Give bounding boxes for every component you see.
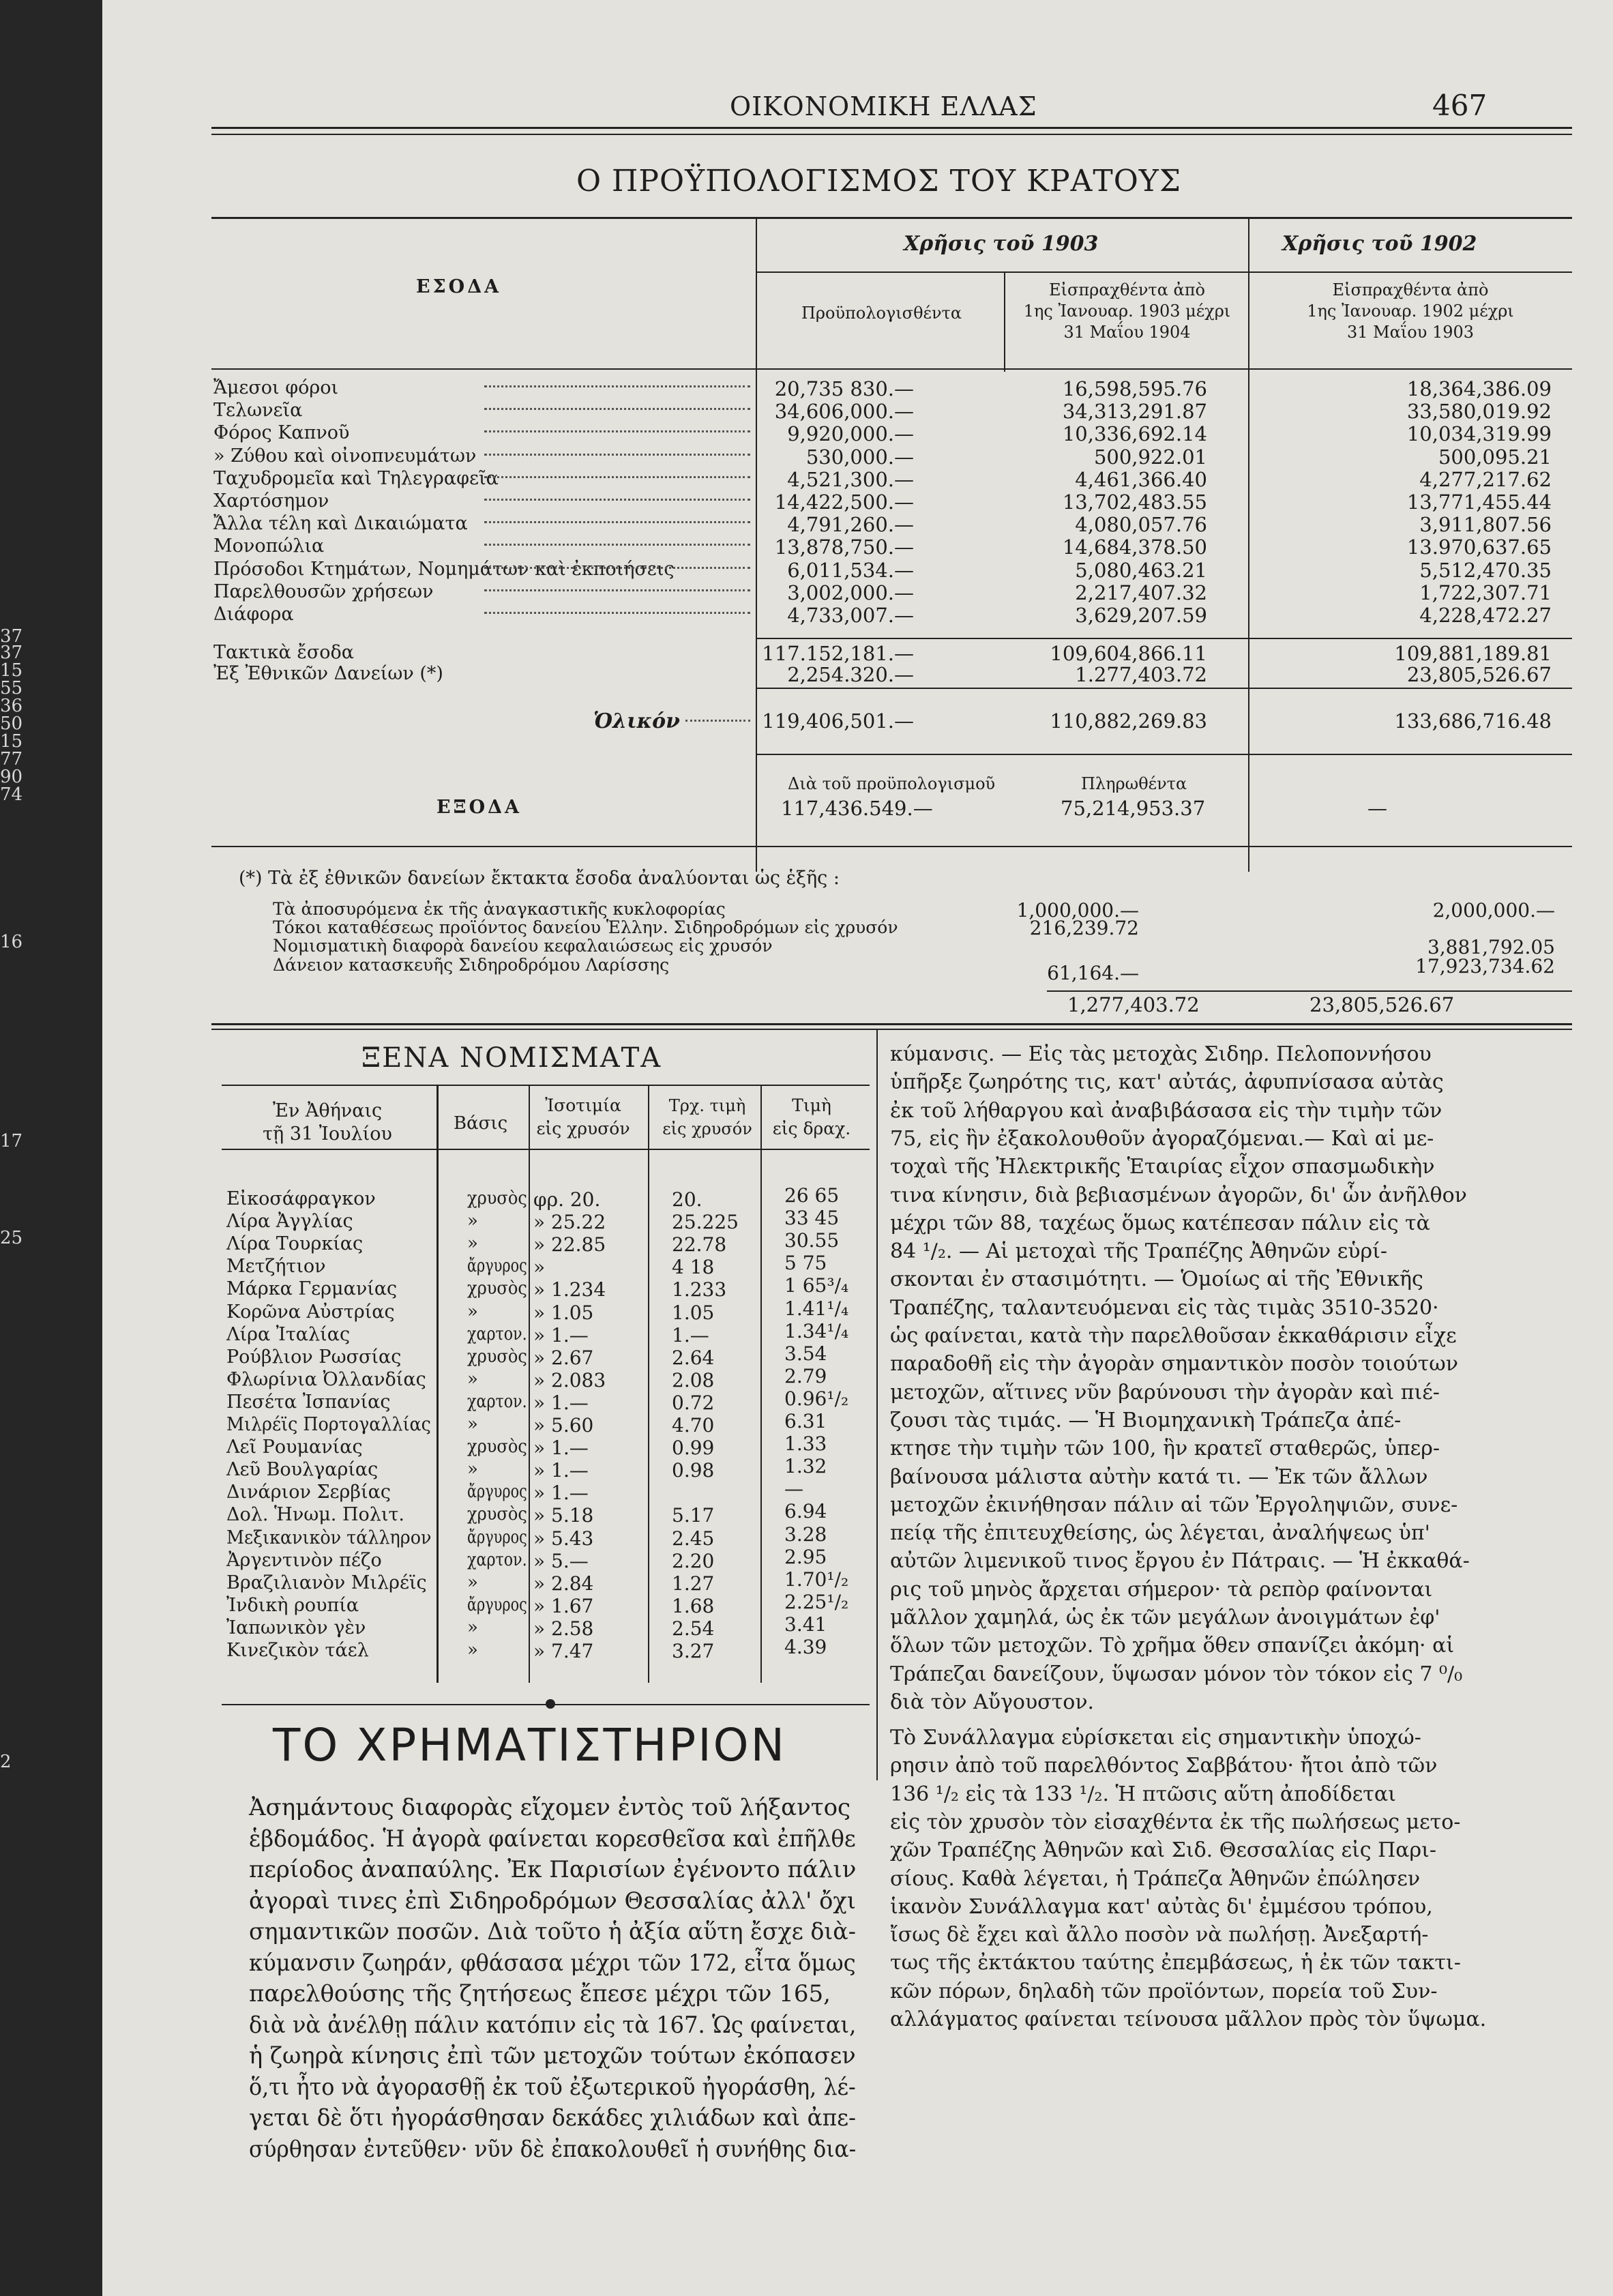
currency-current: 1.233 <box>672 1278 727 1301</box>
currency-parity: » 1.234 <box>533 1278 606 1301</box>
currency-name: Λίρα Τουρκίας <box>226 1233 364 1255</box>
currency-price: 33 45 <box>784 1207 840 1230</box>
currency-name: Δολ. Ἡνωμ. Πολιτ. <box>226 1504 404 1526</box>
currency-parity: » 5.18 <box>533 1504 594 1527</box>
exchange-text-line: εἰς τὸν χρυσὸν τὸν εἰσαχθέντα ἐκ τῆς πωλήσεως μετο- <box>890 1810 1461 1834</box>
budget-row-label: Χαρτόσημον <box>213 490 329 512</box>
cur-col-divider <box>529 1086 530 1683</box>
currency-current: 0.72 <box>672 1391 715 1414</box>
budget-row-label: Ἄλλα τέλη καὶ Δικαιώματα <box>213 513 468 535</box>
currency-price: 2.25¹/₂ <box>784 1590 849 1613</box>
budget-row-collected-1903: 500,922.01 <box>1093 445 1207 469</box>
currency-price: 30.55 <box>784 1229 840 1252</box>
currency-basis: » <box>467 1301 478 1322</box>
currency-name: Μιλρέϊς Πορτογαλλίας <box>226 1414 431 1435</box>
budget-ordinary-collected-1902: 109,881,189.81 <box>1394 642 1552 665</box>
currency-parity: » 5.60 <box>533 1414 594 1437</box>
footnote-value-1902: 2,000,000.— <box>1432 899 1555 922</box>
currency-parity: » 2.67 <box>533 1346 594 1369</box>
currency-name: Κινεζικὸν τάελ <box>226 1640 369 1661</box>
currency-current: 2.45 <box>672 1527 715 1550</box>
budget-ordinary-collected-1903: 109,604,866.11 <box>1050 642 1207 665</box>
margin-number: 2 <box>0 1752 12 1772</box>
budget-row-collected-1903: 3,629,207.59 <box>1075 604 1207 627</box>
currency-price: 0.96¹/₂ <box>784 1387 849 1410</box>
currency-name: Λίρα Ἰταλίας <box>226 1323 351 1345</box>
currency-current: 1.— <box>672 1323 709 1346</box>
footnote-total-1903: 1,277,403.72 <box>1067 993 1200 1016</box>
currency-basis: χρυσὸς <box>467 1437 527 1458</box>
currency-price: 6.94 <box>784 1500 827 1523</box>
budget-row-collected-1902: 10,034,319.99 <box>1406 422 1552 446</box>
header-rule-2 <box>211 134 1572 135</box>
currency-price: 3.54 <box>784 1342 827 1365</box>
budget-row-label: Ταχυδρομεῖα καὶ Τηλεγραφεῖα <box>213 467 499 489</box>
exchange-text-line: διὰ νὰ ἀνέλθῃ πάλιν κατόπιν εἰς τὰ 167. Ὡς φαίνεται, <box>249 2011 857 2039</box>
budget-row-collected-1902: 3,911,807.56 <box>1419 513 1552 537</box>
exchange-text-line: μετοχῶν, αἵτινες νῦν βαρύνουσι τὴν ἀγορὰν καὶ πιέ- <box>890 1380 1440 1404</box>
exchange-text-line: ζουσι τὰς τιμάς. — Ἡ Βιομηχανικὴ Τράπεζα ἀπέ- <box>890 1408 1402 1432</box>
exchange-text-line: Τράπεζαι δανείζουν, ὕψωσαν μόνον τὸν τόκον εἰς 7 ⁰/₀ <box>890 1662 1463 1686</box>
document-page <box>102 0 1613 2296</box>
currency-parity: » 2.58 <box>533 1617 594 1640</box>
currency-basis: » <box>467 1640 478 1660</box>
margin-number: 90 <box>0 767 23 787</box>
currency-basis: » <box>467 1233 478 1254</box>
currency-parity: » 1.05 <box>533 1301 594 1324</box>
currency-price: 2.95 <box>784 1545 827 1568</box>
currency-basis: ἄργυρος <box>467 1527 527 1548</box>
exchange-text-line: 84 ¹/₂. — Αἱ μετοχαὶ τῆς Τραπέζης Ἀθηνῶν εὑρί- <box>890 1239 1388 1264</box>
budget-total-collected-1902: 133,686,716.48 <box>1394 709 1552 733</box>
budget-row-budgeted: 9,920,000.— <box>787 422 914 446</box>
currency-price: 1.33 <box>784 1432 827 1456</box>
budget-row-collected-1902: 5,512,470.35 <box>1419 558 1552 582</box>
footnote-value-1902: 3,881,792.05 <box>1427 936 1555 958</box>
currency-parity: » 1.— <box>533 1391 589 1414</box>
leader-dots <box>484 499 750 501</box>
cur-head-current: Τρχ. τιμὴ εἰς χρυσόν <box>662 1096 752 1138</box>
exchange-text-line: κύμανσις. — Εἰς τὰς μετοχὰς Σιδηρ. Πελοποννήσου <box>890 1042 1432 1066</box>
total-rule-bottom <box>756 754 1572 755</box>
page-number: 467 <box>1432 89 1488 122</box>
currency-basis: χρυσὸς <box>467 1504 527 1525</box>
budget-row-collected-1903: 10,336,692.14 <box>1062 422 1207 446</box>
budget-row-collected-1902: 13.970,637.65 <box>1406 535 1552 559</box>
cur-head-basis: Βάσις <box>454 1113 508 1134</box>
budget-row-budgeted: 3,002,000.— <box>787 580 914 604</box>
total-rule <box>756 688 1572 689</box>
leader-dots <box>484 476 750 478</box>
currency-header-top <box>222 1085 870 1086</box>
exchange-text-line: ὅλων τῶν μετοχῶν. Τὸ χρῆμα ὅθεν σπανίζει ἀκόμη· αἱ <box>890 1634 1455 1658</box>
currency-name: Λεῦ Βουλγαρίας <box>226 1459 379 1481</box>
footnote-total-1902: 23,805,526.67 <box>1309 993 1455 1016</box>
exoda-1902: — <box>1367 797 1387 820</box>
budget-row-collected-1903: 16,598,595.76 <box>1062 377 1207 400</box>
currencies-title: ΞΕΝΑ ΝΟΜΙΣΜΑΤΑ <box>361 1042 662 1074</box>
leader-dots <box>484 454 750 456</box>
footnote-value-1903: 216,239.72 <box>1029 917 1139 939</box>
year-1902-header: Χρῆσις τοῦ 1902 <box>1282 232 1477 256</box>
exchange-text-line: 75, εἰς ἣν ἐξακολουθοῦν ἀγοραζόμεναι.— Καὶ αἱ με- <box>890 1126 1434 1151</box>
exoda-label: ΕΞΟΔΑ <box>436 797 522 818</box>
budget-row-budgeted: 530,000.— <box>805 445 914 469</box>
currency-current: 1.68 <box>672 1594 715 1617</box>
scanner-edge <box>0 0 102 2296</box>
budget-row-budgeted: 13,878,750.— <box>774 535 914 559</box>
exchange-text-line: τινα κίνησιν, διὰ βεβιασμένων ἀγορῶν, δι' ὧν ἀνῆλθον <box>890 1183 1467 1207</box>
footnote-label: Τόκοι καταθέσεως προϊόντος δανείου Ἑλλην. Σιδηροδρόμων εἰς χρυσόν <box>273 917 898 937</box>
exchange-text-line: ὅ,τι ἦτο νὰ ἀγορασθῇ ἐκ τοῦ ἐξωτερικοῦ ἠγοράσθη, λέ- <box>249 2073 856 2101</box>
currency-name: Μετζήτιον <box>226 1256 326 1278</box>
margin-number: 36 <box>0 696 23 716</box>
exchange-text-line: χῶν Τραπέζης Ἀθηνῶν καὶ Σιδ. Θεσσαλίας εἰς Παρι- <box>890 1838 1437 1863</box>
budget-ordinary-budgeted: 117.152,181.— <box>762 642 914 665</box>
budget-ordinary-label: Τακτικὰ ἔσοδα <box>213 642 354 663</box>
exchange-text-line: τως τῆς ἐκτάκτου ταύτης ἐπεμβάσεως, ἡ ἐκ τῶν τακτι- <box>890 1951 1461 1975</box>
exchange-text-line: περίοδος ἀναπαύλης. Ἐκ Παρισίων ἐγένοντο πάλιν <box>249 1856 857 1883</box>
leader-dots <box>484 612 750 614</box>
currency-name: Ἰνδικὴ ρουπία <box>226 1594 359 1616</box>
currency-parity: » 5.43 <box>533 1527 594 1550</box>
exchange-text-line: βαίνουσα μάλιστα αὐτὴν κατά τι. — Ἐκ τῶν ἄλλων <box>890 1465 1428 1489</box>
exchange-text-line: διὰ τὸν Αὔγουστον. <box>890 1690 1095 1714</box>
currency-current: 2.54 <box>672 1617 715 1640</box>
footnote-label: Νομισματικὴ διαφορὰ δανείου κεφαλαιώσεως εἰς χρυσόν <box>273 936 773 956</box>
footnote-label: Δάνειον κατασκευῆς Σιδηροδρόμου Λαρίσσης <box>273 955 670 975</box>
footnote-value-1903: 61,164.— <box>1047 962 1139 984</box>
cur-head-parity: Ἰσοτιμία εἰς χρυσόν <box>536 1095 630 1138</box>
currency-price: 1 65³/₄ <box>784 1274 849 1297</box>
currency-parity: » <box>533 1256 546 1279</box>
cur-col-divider <box>648 1086 649 1683</box>
budget-row-collected-1902: 4,228,472.27 <box>1419 604 1552 627</box>
currency-parity: » 1.67 <box>533 1594 594 1617</box>
budget-row-label: Ἄμεσοι φόροι <box>213 377 339 398</box>
budget-row-collected-1903: 4,461,366.40 <box>1075 467 1207 491</box>
currency-current: 4 18 <box>672 1256 715 1279</box>
exchange-text-line: ὡς φαίνεται, κατὰ τὴν παρελθοῦσαν ἑκκαθάρισιν εἶχε <box>890 1324 1457 1348</box>
section-rule-2 <box>211 1029 1572 1030</box>
col-budgeted: Προϋπολογισθέντα <box>801 304 962 323</box>
exchange-text-line: μέχρι τῶν 88, ταχέως ὅμως κατέπεσαν πάλιν εἰς τὰ <box>890 1211 1430 1235</box>
footnote-label: Τὰ ἀποσυρόμενα ἐκ τῆς ἀναγκαστικῆς κυκλοφορίας <box>273 899 726 919</box>
budget-col-divider <box>1248 217 1249 872</box>
currency-basis: » <box>467 1617 478 1638</box>
margin-number: 25 <box>0 1228 23 1248</box>
margin-number: 15 <box>0 660 23 681</box>
leader-dots <box>484 544 750 546</box>
exchange-text-line: σημαντικῶν ποσῶν. Διὰ τοῦτο ἡ ἀξία αὕτη ἔσχε διὰ- <box>249 1918 856 1945</box>
budget-row-budgeted: 4,521,300.— <box>787 467 914 491</box>
budget-total-label: Ὁλικόν <box>593 709 680 733</box>
currency-price: 4.39 <box>784 1636 827 1658</box>
header-rule <box>211 127 1572 129</box>
currency-name: Εἰκοσάφραγκον <box>226 1188 376 1209</box>
exchange-text-line: σκονται ἐν στασιμότητι. — Ὁμοίως αἱ τῆς Ἐθνικῆς <box>890 1267 1423 1292</box>
currency-parity: » 1.— <box>533 1482 589 1505</box>
year-rule <box>756 271 1572 273</box>
margin-number: 55 <box>0 678 23 698</box>
currency-basis: ἄργυρος <box>467 1594 527 1615</box>
budget-row-budgeted: 4,733,007.— <box>787 604 914 627</box>
currency-basis: χαρτον. <box>467 1549 527 1570</box>
exchange-text-line: παραδοθῆ εἰς τὴν ἀγορὰν σημαντικὸν ποσὸν τοιούτων <box>890 1352 1458 1377</box>
currency-price: — <box>784 1477 803 1501</box>
currency-price: 2.79 <box>784 1364 827 1387</box>
budget-title: Ο ΠΡΟΫΠΟΛΟΓΙΣΜΟΣ ΤΟΥ ΚΡΑΤΟΥΣ <box>576 164 1181 198</box>
budget-row-budgeted: 6,011,534.— <box>787 558 914 582</box>
currency-name: Ρούβλιον Ρωσσίας <box>226 1346 402 1368</box>
exchange-text-line: Τραπέζης, ταλαντευόμεναι εἰς τὰς τιμὰς 3510-3520· <box>890 1295 1439 1320</box>
exchange-text-line: Τὸ Συνάλλαγμα εὑρίσκεται εἰς σημαντικὴν ὑποχώ- <box>890 1726 1421 1750</box>
exchange-text-line: κῶν πόρων, δηλαδὴ τῶν προϊόντων, πορεία τοῦ Συν- <box>890 1979 1438 2003</box>
budget-row-budgeted: 4,791,260.— <box>787 513 914 537</box>
exoda-budget: 117,436.549.— <box>781 797 933 820</box>
currency-basis: ἄργυρος <box>467 1482 527 1503</box>
currency-price: 3.28 <box>784 1522 827 1546</box>
exchange-text-line: ἡ ζωηρὰ κίνησις ἐπὶ τῶν μετοχῶν τούτων ἐκόπασεν <box>249 2042 856 2070</box>
year-1903-header: Χρῆσις τοῦ 1903 <box>904 232 1099 256</box>
margin-number: 50 <box>0 713 23 734</box>
margin-number: 17 <box>0 1131 23 1151</box>
footnote-value-1903: 1,000,000.— <box>1016 899 1139 922</box>
currency-name: Ἀργεντινὸν πέζο <box>226 1549 382 1571</box>
currency-name: Φλωρίνια Ὀλλανδίας <box>226 1368 426 1390</box>
currency-price: 26 65 <box>784 1184 840 1207</box>
currency-name: Μεξικανικὸν τάλληρον <box>226 1527 432 1548</box>
budget-row-collected-1902: 1,722,307.71 <box>1419 580 1552 604</box>
exchange-text-line: σύρθησαν ἐντεῦθεν· νῦν δὲ ἐπακολουθεῖ ἡ συνήθης δια- <box>249 2135 857 2163</box>
budget-total-budgeted: 119,406,501.— <box>762 709 914 733</box>
budget-row-collected-1903: 4,080,057.76 <box>1075 513 1207 537</box>
cur-col-divider <box>436 1086 439 1683</box>
currency-basis: χαρτον. <box>467 1323 527 1344</box>
margin-number: 37 <box>0 626 23 647</box>
currency-basis: » <box>467 1572 478 1593</box>
currency-parity: » 1.— <box>533 1323 589 1346</box>
budget-row-collected-1902: 13,771,455.44 <box>1406 490 1552 514</box>
exoda-col-budget: Διὰ τοῦ προϋπολογισμοῦ <box>788 774 996 793</box>
col-collected-1903: Εἰσπραχθέντα ἀπὸ 1ης Ἰανουαρ. 1903 μέχρι 31 Μαΐου 1904 <box>1023 280 1231 342</box>
budget-row-label: Διάφορα <box>213 604 294 625</box>
exchange-text-line: ὑπῆρξε ζωηρότης τις, κατ' αὐτάς, ἀφυπνίσασα αὐτὰς <box>890 1070 1444 1095</box>
currency-name: Μάρκα Γερμανίας <box>226 1278 398 1300</box>
currency-current: 0.99 <box>672 1437 715 1460</box>
budget-loans-label: Ἐξ Ἐθνικῶν Δανείων (*) <box>213 663 443 684</box>
currency-price: 1.70¹/₂ <box>784 1568 849 1591</box>
exchange-text-line: ἐκ τοῦ λήθαργου καὶ ἀναβιβάσασα εἰς τὴν τιμὴν τῶν <box>890 1098 1442 1123</box>
exchange-text-line: ρησιν ἀπὸ τοῦ παρελθόντος Σαββάτου· ἤτοι ἀπὸ τῶν <box>890 1754 1438 1778</box>
exoda-paid: 75,214,953.37 <box>1061 797 1206 820</box>
ornament-dot <box>546 1699 555 1709</box>
currency-basis: » <box>467 1459 478 1480</box>
budget-loans-budgeted: 2,254.320.— <box>787 663 914 686</box>
budget-row-label: Πρόσοδοι Κτημάτων, Νομημάτων καὶ ἐκποιήσεις <box>213 558 675 580</box>
budget-loans-collected-1903: 1.277,403.72 <box>1075 663 1207 686</box>
subtotal-rule <box>756 638 1572 639</box>
budget-row-collected-1902: 18,364,386.09 <box>1406 377 1552 400</box>
exchange-text-line: μᾶλλον χαμηλά, ὡς ἐκ τῶν μεγάλων ἀνοιγμάτων ἐφ' <box>890 1606 1440 1630</box>
currency-parity: » 2.083 <box>533 1368 606 1392</box>
currency-basis: χρυσὸς <box>467 1346 527 1367</box>
footnote-intro: (*) Τὰ ἐξ ἐθνικῶν δανείων ἔκτακτα ἔσοδα ἀναλύονται ὡς ἑξῆς : <box>239 868 840 889</box>
currency-current: 5.17 <box>672 1504 715 1527</box>
currency-price: 3.41 <box>784 1613 827 1636</box>
budget-row-collected-1902: 4,277,217.62 <box>1419 467 1552 491</box>
budget-row-budgeted: 20,735 830.— <box>774 377 914 400</box>
currency-parity: » 1.— <box>533 1459 589 1482</box>
exchange-text-line: μετοχῶν ἐκινήθησαν πάλιν αἱ τῶν Ἐργοληψιῶν, συνε- <box>890 1492 1458 1517</box>
running-title: ΟΙΚΟΝΟΜΙΚΗ ΕΛΛΑΣ <box>730 91 1037 121</box>
exchange-text-line: ρις τοῦ μηνὸς ἄρχεται σήμερον· τὰ ρεπὸρ φαίνονται <box>890 1577 1433 1602</box>
currency-basis: χρυσὸς <box>467 1278 527 1299</box>
margin-number: 15 <box>0 731 23 752</box>
exchange-text-line: σίους. Καθὰ λέγεται, ἡ Τράπεζα Ἀθηνῶν ἐπώλησεν <box>890 1866 1421 1891</box>
currency-parity: » 2.84 <box>533 1572 594 1595</box>
budget-row-label: Μονοπώλια <box>213 535 325 557</box>
exchange-text-line: ἀγοραὶ τινες ἐπὶ Σιδηροδρόμων Θεσσαλίας ἀλλ' ὄχι <box>249 1887 856 1915</box>
leader-dots <box>484 521 750 523</box>
currency-name: Βραζιλιανὸν Μιλρέϊς <box>226 1572 427 1593</box>
leader-dots <box>484 408 750 410</box>
exchange-text-line: κτησε τὴν τιμὴν τῶν 100, ἣν κρατεῖ σταθερῶς, ὑπερ- <box>890 1437 1440 1461</box>
currency-parity: » 1.— <box>533 1437 589 1460</box>
currency-parity: » 22.85 <box>533 1233 606 1256</box>
currency-current: 22.78 <box>672 1233 727 1256</box>
currency-current: 0.98 <box>672 1459 715 1482</box>
currency-name: Λίρα Ἀγγλίας <box>226 1211 353 1233</box>
leader-dots <box>484 567 750 569</box>
budget-col-divider <box>756 217 757 872</box>
exoda-col-paid: Πληρωθέντα <box>1081 774 1187 793</box>
currency-current: 20. <box>672 1188 702 1211</box>
currency-basis: ἄργυρος <box>467 1256 527 1277</box>
exchange-text-line: αὐτῶν λιμενικοῦ τινος ἔργου ἐν Πάτραις. — Ἡ ἐκκαθά- <box>890 1549 1470 1574</box>
budget-row-collected-1902: 500,095.21 <box>1438 445 1552 469</box>
exchange-text-line: πείᾳ τῆς ἐπιτευχθείσης, ὡς λέγεται, ἀναλήψεως ὑπ' <box>890 1521 1430 1546</box>
exchange-text-line: γεται δὲ ὅτι ἠγοράσθησαν δεκάδες χιλιάδων καὶ ἀπε- <box>249 2104 857 2132</box>
col-collected-1902: Εἰσπραχθέντα ἀπὸ 1ης Ἰανουαρ. 1902 μέχρι 31 Μαΐου 1903 <box>1307 280 1514 342</box>
currency-current: 4.70 <box>672 1414 715 1437</box>
currency-price: 1.41¹/₄ <box>784 1297 849 1320</box>
currency-header-bottom <box>222 1149 870 1150</box>
currency-basis: » <box>467 1211 478 1232</box>
currency-basis: χαρτον. <box>467 1391 527 1412</box>
budget-row-label: Παρελθουσῶν χρήσεων <box>213 580 434 602</box>
budget-row-collected-1902: 33,580,019.92 <box>1406 400 1552 424</box>
budget-esoda-label: ΕΣΟΔΑ <box>416 276 502 297</box>
budget-row-collected-1903: 14,684,378.50 <box>1062 535 1207 559</box>
column-divider <box>876 1030 878 1780</box>
currency-name: Ἰαπωνικὸν γὲν <box>226 1617 366 1638</box>
budget-row-collected-1903: 2,217,407.32 <box>1075 580 1207 604</box>
currency-name: Δινάριον Σερβίας <box>226 1482 391 1503</box>
footnote-value-1902: 17,923,734.62 <box>1415 955 1555 977</box>
currency-current: 2.20 <box>672 1549 715 1572</box>
exchange-text-line: τοχαὶ τῆς Ἠλεκτρικῆς Ἑταιρίας εἶχον σπασμωδικὴν <box>890 1155 1435 1179</box>
cur-head-price: Τιμὴ εἰς δραχ. <box>772 1095 851 1138</box>
margin-number: 77 <box>0 749 23 769</box>
budget-row-label: Φόρος Καπνοῦ <box>213 422 350 444</box>
budget-row-label: » Ζύθου καὶ οἰνοπνευμάτων <box>213 445 477 467</box>
budget-row-budgeted: 34,606,000.— <box>774 400 914 424</box>
currency-current: 1.27 <box>672 1572 715 1595</box>
leader-dots <box>685 720 750 722</box>
cur-head-place: Ἐν Ἀθήναις τῇ 31 Ἰουλίου <box>263 1100 392 1145</box>
currency-basis: » <box>467 1368 478 1389</box>
margin-number: 37 <box>0 643 23 663</box>
budget-row-budgeted: 14,422,500.— <box>774 490 914 514</box>
leader-dots <box>484 430 750 432</box>
budget-loans-collected-1902: 23,805,526.67 <box>1406 663 1552 686</box>
currency-current: 25.225 <box>672 1211 739 1234</box>
currency-basis: χρυσὸς <box>467 1188 527 1209</box>
currency-price: 1.34¹/₄ <box>784 1319 849 1342</box>
budget-row-label: Τελωνεῖα <box>213 400 303 422</box>
currency-basis: » <box>467 1414 478 1434</box>
budget-header-rule <box>211 368 1572 370</box>
exchange-text-line: ἑβδομάδος. Ἡ ἀγορὰ φαίνεται κορεσθεῖσα καὶ ἐπῆλθε <box>249 1825 856 1853</box>
budget-total-collected-1903: 110,882,269.83 <box>1050 709 1207 733</box>
budget-row-collected-1903: 13,702,483.55 <box>1062 490 1207 514</box>
exchange-title: ΤΟ ΧΡΗΜΑΤΙΣΤΗΡΙΟΝ <box>273 1719 786 1771</box>
currency-price: 1.32 <box>784 1455 827 1478</box>
margin-number: 16 <box>0 932 23 952</box>
leader-dots <box>484 589 750 591</box>
currency-parity: » 5.— <box>533 1549 589 1572</box>
cur-col-divider <box>760 1086 762 1683</box>
exchange-text-line: κύμανσιν ζωηράν, φθάσασα μέχρι τῶν 172, εἶτα ὅμως <box>249 1949 856 1977</box>
currency-name: Λεῖ Ρουμανίας <box>226 1437 363 1458</box>
footnote-total-rule <box>1047 990 1572 992</box>
budget-row-collected-1903: 5,080,463.21 <box>1075 558 1207 582</box>
currency-price: 5 75 <box>784 1252 827 1275</box>
currency-name: Κορῶνα Αὐστρίας <box>226 1301 395 1323</box>
exchange-text-line: παρελθούσης τῆς ζητήσεως ἔπεσε μέχρι τῶν 165, <box>249 1980 831 2007</box>
currency-price: 6.31 <box>784 1410 827 1432</box>
budget-col-divider <box>1004 273 1005 372</box>
currency-parity: » 25.22 <box>533 1211 606 1234</box>
exoda-rule <box>211 846 1572 847</box>
exchange-text-line: ἱκανὸν Συνάλλαγμα κατ' αὐτὰς δι' ἐμμέσου τρόπου, <box>890 1894 1433 1919</box>
currency-current: 2.08 <box>672 1368 715 1392</box>
currency-parity: φρ. 20. <box>533 1188 601 1211</box>
exchange-text-line: αλλάγματος φαίνεται τείνουσα μᾶλλον πρὸς τὸν ὕψωμα. <box>890 2007 1487 2031</box>
currency-current: 2.64 <box>672 1346 715 1369</box>
currency-current: 1.05 <box>672 1301 715 1324</box>
currency-name: Πεσέτα Ἰσπανίας <box>226 1391 391 1413</box>
currency-parity: » 7.47 <box>533 1640 594 1662</box>
leader-dots <box>484 385 750 387</box>
exchange-text-line: ἴσως δὲ ἔχει καὶ ἄλλο ποσὸν νὰ πωλήσῃ. Ἀνεξαρτή- <box>890 1923 1429 1947</box>
budget-row-collected-1903: 34,313,291.87 <box>1062 400 1207 424</box>
section-rule <box>211 1023 1572 1025</box>
currency-current: 3.27 <box>672 1640 715 1662</box>
budget-top-rule <box>211 217 1572 219</box>
exchange-text-line: Ἀσημάντους διαφορὰς εἴχομεν ἐντὸς τοῦ λήξαντος <box>249 1794 851 1821</box>
exchange-text-line: 136 ¹/₂ εἰς τὰ 133 ¹/₂. Ἡ πτῶσις αὕτη ἀποδίδεται <box>890 1782 1396 1806</box>
margin-number: 74 <box>0 784 23 805</box>
